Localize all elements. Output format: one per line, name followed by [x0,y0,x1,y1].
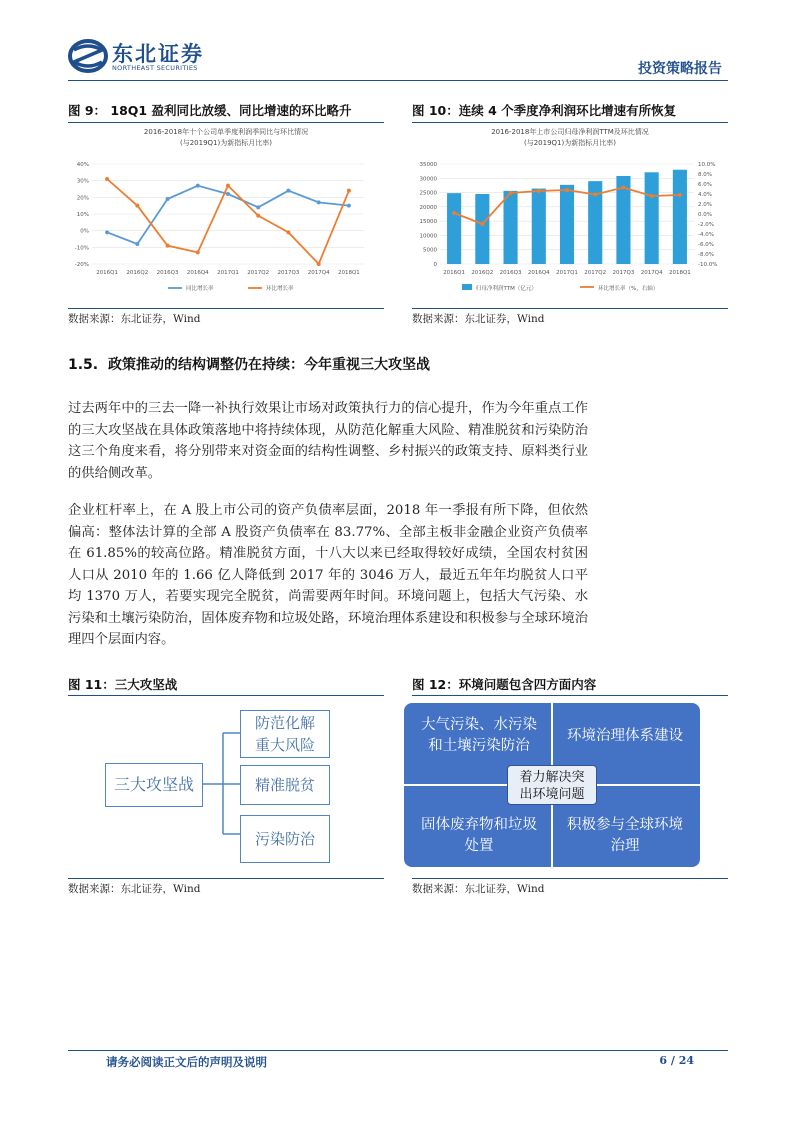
fig9-ytick: 20% [76,195,89,202]
fig10-source: 数据来源：东北证券，Wind [412,313,545,325]
brand-name-cn: 东北证券 [112,42,204,66]
fig10-bar [447,193,461,264]
fig11-item-risk: 防范化解重大风险 [240,710,330,758]
fig12-source: 数据来源：东北证券，Wind [412,883,545,895]
fig10-ytick-left: 10000 [419,233,437,240]
fig10-point [593,193,597,197]
fig9-ytick: -20% [74,262,89,268]
fig10-ytick-left: 15000 [419,219,437,226]
fig10-chart-title: 2016-2018年上市公司归母净利润TTM及环比情况 [491,128,649,136]
fig9-point [256,214,260,218]
fig10-point [452,211,456,215]
fig10-ytick-right: 8.0% [698,172,712,178]
fig9-xtick: 2016Q4 [186,270,209,276]
fig9-xtick: 2017Q1 [217,270,239,276]
fig11-bottom-rule [68,878,384,879]
fig9-xtick: 2016Q1 [96,270,119,276]
section-number: 1.5. [68,357,99,373]
fig9-legend-label: 环比增长率 [266,286,294,292]
fig10-bar [475,194,489,264]
fig12-quadrant-4: 积极参与全球环境治理 [567,817,683,854]
fig9-legend-label: 同比增长率 [186,286,214,292]
fig9-xtick: 2017Q3 [277,270,300,276]
fig10-xtick: 2016Q3 [499,270,522,276]
fig10-xtick: 2016Q1 [443,270,466,276]
fig10-xtick: 2018Q1 [668,270,691,276]
fig9-xtick: 2016Q3 [156,270,179,276]
fig10-point [509,191,513,195]
fig11-source: 数据来源：东北证券，Wind [68,883,201,895]
fig9-ytick: 0% [80,228,89,235]
fig10-xtick: 2017Q1 [556,270,578,276]
fig9-point [166,244,170,248]
page-number: 6 / 24 [659,1054,694,1067]
fig9-series-line [107,179,349,264]
fig10-bar [532,189,546,264]
fig9-point [105,177,109,181]
fig9-chart-subtitle: (与2019Q1)为新指标月比率) [180,139,272,147]
fig9-point [286,230,290,234]
fig9-ytick: -10% [74,245,89,252]
fig9-point [317,200,321,204]
fig9-top-rule [68,122,384,123]
fig9-point [347,204,351,208]
fig10-ytick-left: 5000 [423,247,437,254]
fig10-ytick-right: 2.0% [698,202,712,208]
fig10-ytick-right: -6.0% [698,242,714,248]
fig9-xtick: 2017Q4 [307,270,330,276]
fig9-chart-title: 2016-2018年十个公司单季度利润季同比与环比情况 [143,128,309,136]
paragraph-1: 过去两年中的三去一降一补执行效果让市场对政策执行力的信心提升，作为今年重点工作的三大攻坚战在具体政策落地中将持续体现，从防范化解重大风险、精准脱贫和污染防治这三个角度来看，将分别带来对资金面的结构性调整、乡村振兴的政策支持、原料类行业的供给侧改革。 [68,401,588,481]
footer-divider [68,1050,728,1051]
paragraph-2: 企业杠杆率上，在 A 股上市公司的资产负债率层面，2018 年一季报有所下降，但依然偏高：整体法计算的全部 A 股资产负债率在 83.77%、全部主板非金融企业资产负债率在 61.85%的较高位路。精准脱贫方面，十八大以来已经取得较好成绩，全国农村贫困人口从 2010 年的 1.66 亿人降低到 2017 年的 3046 万人，最近五年年均脱贫人口平均 1370 万人，若要实现完全脱贫，尚需要两年时间。环境问题上，包括大气污染、水污染和土壤污染防治，固体废弃物和垃圾处路，环境治理体系建设和积极参与全球环境治理四个层面内容。 [68,503,588,647]
fig9-point [196,250,200,254]
fig10-ytick-right: -2.0% [698,222,714,228]
fig10-xtick: 2017Q3 [612,270,635,276]
fig10-legend-swatch-bar [462,284,472,290]
fig9-point [196,184,200,188]
section-heading [68,354,430,374]
fig10-ytick-left: 20000 [419,204,437,211]
fig12-quadrant-3: 固体废弃物和垃圾处置 [421,817,537,854]
fig9-chart [68,124,384,308]
fig12-top-rule [412,695,728,696]
fig10-point [678,193,682,197]
fig9-point [105,230,109,234]
fig9-xtick: 2018Q1 [337,270,360,276]
fig10-title: 图 10：连续 4 个季度净利润环比增速有所恢复 [412,103,677,118]
fig12-center-box: 着力解决突出环境问题 [507,765,597,805]
fig10-xtick: 2017Q2 [584,270,607,276]
fig9-xtick: 2016Q2 [126,270,149,276]
fig11-title: 图 11：三大攻坚战 [68,677,178,692]
fig10-ytick-left: 30000 [419,176,437,183]
fig10-point [650,194,654,198]
fig9-ytick: 30% [76,178,89,185]
fig10-ytick-left: 25000 [419,190,437,197]
fig12-bottom-rule [412,878,728,879]
fig10-ytick-left: 0 [433,262,437,268]
fig9-point [347,189,351,193]
report-type: 投资策略报告 [638,61,722,77]
fig10-bar [673,170,687,264]
fig10-point [480,222,484,226]
fig11-item-poverty: 精准脱贫 [240,765,330,805]
fig10-top-rule [412,122,728,123]
fig10-xtick: 2016Q4 [527,270,550,276]
fig9-point [166,197,170,201]
fig9-ytick: 10% [76,212,89,218]
fig9-ytick: 40% [76,162,89,168]
brand-name-en: NORTHEAST SECURITIES [112,64,198,72]
fig10-ytick-right: 4.0% [698,192,712,198]
fig9-point [256,205,260,209]
fig10-ytick-right: -4.0% [698,232,714,238]
fig12-quadrant-1: 大气污染、水污染和土壤污染防治 [421,717,537,754]
fig10-ytick-right: 10.0% [698,162,716,168]
fig9-source: 数据来源：东北证券，Wind [68,313,201,325]
fig10-xtick: 2017Q4 [640,270,663,276]
fig9-point [226,184,230,188]
fig10-xtick: 2016Q2 [471,270,494,276]
fig9-xtick: 2017Q2 [247,270,270,276]
section-title: 政策推动的结构调整仍在持续：今年重视三大攻坚战 [108,357,430,373]
fig10-bar [560,185,574,264]
fig11-top-rule [68,695,384,696]
header-divider [68,80,728,81]
fig10-bottom-rule [412,308,728,309]
fig10-legend-label-line: 环比增长率（%，右轴） [598,286,659,292]
fig9-point [135,204,139,208]
company-logo [68,38,108,74]
fig9-point [317,262,321,266]
fig9-point [286,189,290,193]
fig10-chart [412,124,728,308]
fig10-ytick-right: -10.0% [698,262,718,268]
fig10-bar [504,191,518,264]
fig12-title: 图 12：环境问题包含四方面内容 [412,677,597,692]
fig11-root-box: 三大攻坚战 [105,763,203,807]
fig9-title: 图 9： 18Q1 盈利同比放缓、同比增速的环比略升 [68,103,352,118]
fig12-quadrant-2: 环境治理体系建设 [567,727,683,744]
fig9-point [226,192,230,196]
fig10-ytick-right: -8.0% [698,252,714,258]
fig11-item-pollution: 污染防治 [240,815,330,863]
fig9-point [135,242,139,246]
fig10-point [621,186,625,190]
fig10-ytick-left: 35000 [419,162,437,168]
footer-disclaimer: 请务必阅读正文后的声明及说明 [106,1055,267,1069]
fig10-ytick-right: 6.0% [698,182,712,188]
fig9-bottom-rule [68,308,384,309]
fig10-chart-subtitle: (与2019Q1)为新指标月比率) [524,139,616,147]
fig10-legend-label-bar: 归母净利润TTM（亿元） [476,286,537,292]
fig10-bar [645,172,659,264]
fig10-point [565,188,569,192]
fig10-ytick-right: 0.0% [698,212,712,218]
fig10-point [537,189,541,193]
